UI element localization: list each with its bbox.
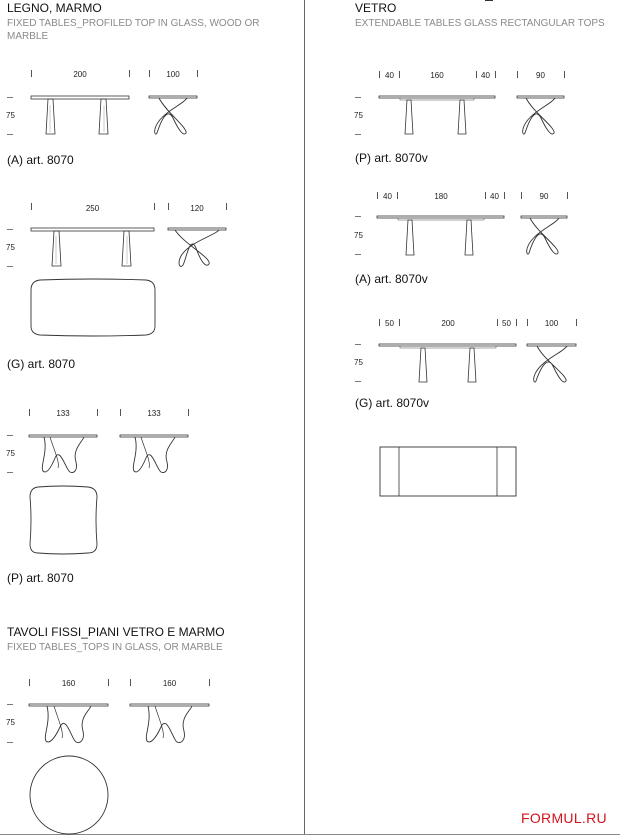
extension-dimension: 40: [490, 192, 499, 201]
depth-dimension: 90: [536, 71, 545, 80]
height-dimension: 75: [6, 718, 15, 727]
width-dimension: 200: [73, 70, 87, 79]
table-caption: (A) art. 8070v: [355, 272, 428, 286]
height-dimension: 75: [354, 358, 363, 367]
depth-dimension: 160: [162, 679, 177, 688]
right-title: VETRO: [355, 1, 397, 15]
table-caption: (A) art. 8070: [7, 153, 74, 167]
height-dimension: 75: [6, 243, 15, 252]
left-subtitle-line2: MARBLE: [7, 31, 49, 42]
width-dimension: 250: [85, 204, 100, 213]
height-dimension: 75: [354, 111, 363, 120]
section-subtitle: FIXED TABLES_TOPS IN GLASS, OR MARBLE: [7, 642, 223, 653]
depth-dimension: 100: [544, 319, 559, 328]
table-caption: (P) art. 8070v: [355, 151, 428, 165]
depth-dimension: 133: [147, 409, 161, 418]
width-dimension: 180: [434, 192, 448, 201]
table-caption: (G) art. 8070v: [355, 396, 430, 410]
extension-dimension: 40: [385, 71, 394, 80]
left-title: LEGNO, MARMO: [7, 1, 102, 15]
extension-dimension: 50: [385, 319, 394, 328]
width-dimension: 133: [56, 409, 70, 418]
width-dimension: 160: [61, 679, 76, 688]
extension-dimension: 40: [481, 71, 490, 80]
height-dimension: 75: [6, 449, 15, 458]
extension-dimension: 50: [502, 319, 511, 328]
table-caption: (G) art. 8070: [7, 357, 76, 371]
height-dimension: 75: [354, 231, 363, 240]
width-dimension: 200: [441, 319, 455, 328]
extension-dimension: 40: [383, 192, 392, 201]
section-title: TAVOLI FISSI_PIANI VETRO E MARMO: [7, 625, 225, 639]
left-subtitle-line1: FIXED TABLES_PROFILED TOP IN GLASS, WOOD OR: [7, 18, 260, 29]
table-caption: (P) art. 8070: [7, 571, 74, 585]
depth-dimension: 100: [166, 70, 180, 79]
depth-dimension: 90: [539, 192, 549, 201]
depth-dimension: 120: [190, 204, 204, 213]
watermark-text: FORMUL.RU: [521, 810, 607, 826]
width-dimension: 160: [430, 71, 444, 80]
height-dimension: 75: [6, 111, 15, 120]
right-subtitle: EXTENDABLE TABLES GLASS RECTANGULAR TOPS: [355, 18, 605, 29]
